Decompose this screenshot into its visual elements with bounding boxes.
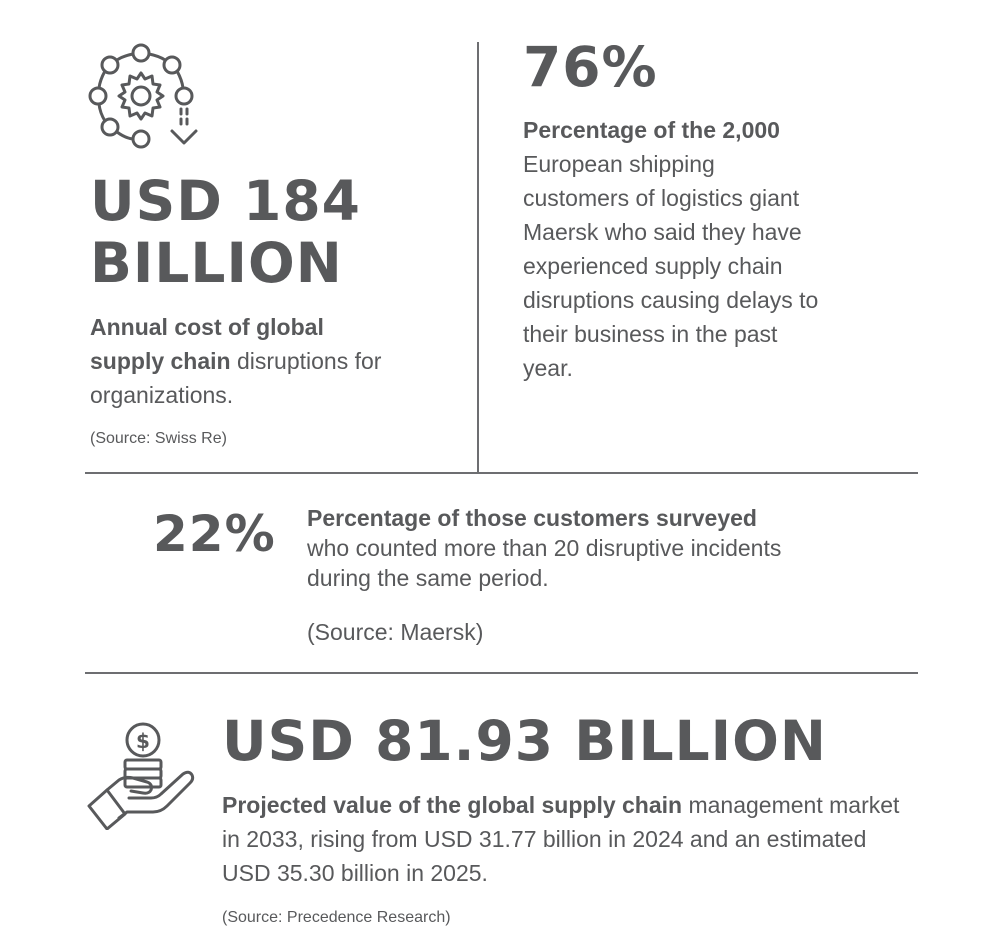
- headline-76-percent: 76%: [523, 35, 658, 99]
- description-bold: Projected value of the global supply chain: [222, 792, 683, 818]
- description-rest: who counted more than 20 disruptive incidents during the same period.: [307, 535, 782, 591]
- description-bold: Annual cost of global supply chain: [90, 314, 324, 374]
- description-rest: management market in 2033, rising from USD 31.77 billion in 2024 and an estimated USD 35.30 billion in 2025.: [222, 792, 900, 886]
- annual-cost-description: [90, 310, 390, 412]
- gear-network-icon: [88, 43, 200, 153]
- description-rest: European shipping customers of logistics giant Maersk who said they have experienced supply chain disruptions causing delays to their business in the past year.: [523, 151, 819, 381]
- headline-line-1: USD 184: [90, 169, 361, 233]
- maersk-survey-description: [523, 113, 823, 385]
- headline-usd-81-93-billion: USD 81.93 BILLION: [222, 709, 827, 773]
- headline-usd-184-billion: [90, 170, 361, 294]
- svg-text:$: $: [136, 729, 150, 753]
- description-bold: Percentage of those customers surveyed: [307, 505, 757, 531]
- headline-line-2: BILLION: [90, 231, 343, 295]
- source-swiss-re: (Source: Swiss Re): [90, 430, 227, 447]
- source-maersk: (Source: Maersk): [307, 619, 484, 645]
- market-value-description: [222, 788, 902, 890]
- description-rest: disruptions for organizations.: [90, 348, 382, 408]
- hand-coins-icon: [85, 718, 197, 830]
- incidents-description: [307, 503, 827, 593]
- vertical-divider: [477, 42, 479, 472]
- horizontal-divider-1: [85, 472, 918, 474]
- horizontal-divider-2: [85, 672, 918, 674]
- description-bold: Percentage of the 2,000: [523, 117, 780, 143]
- headline-22-percent: 22%: [153, 505, 276, 563]
- source-precedence-research: (Source: Precedence Research): [222, 909, 451, 926]
